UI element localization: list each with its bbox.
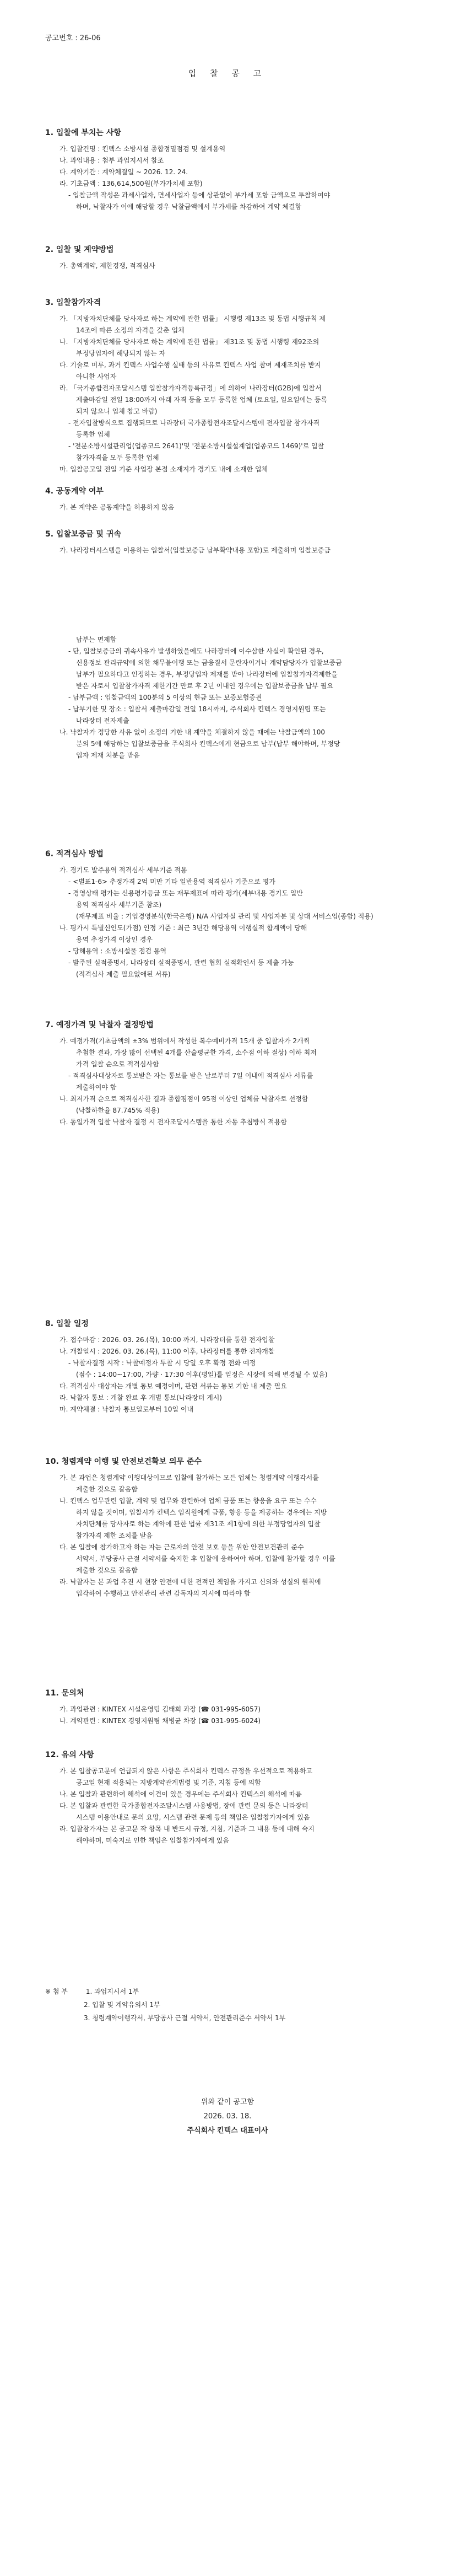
section-line: - <별표1-6> 추정가격 2억 미만 기타 일반용역 적격심사 기준으로 평가 <box>68 878 275 886</box>
section-line: 추첨한 결과, 가장 많이 선택된 4개를 산술평균한 가격, 소수점 이하 절상) 이하 최저 <box>76 1049 317 1056</box>
section-line: 나. 「지방자치단체를 당사자로 하는 계약에 관한 법률」 제31조 및 동법 시행령 제92조의 <box>59 338 319 346</box>
section-line: 서약서, 부당공사 근절 서약서를 숙지한 후 입찰에 응하여야 하며, 입찰에 참가할 경우 이를 <box>76 1555 335 1563</box>
section-line: - '전문소방시설관리업(업종코드 2641)'및 '전문소방시설설계업(업종코드 1469)'로 입찰 <box>68 442 324 450</box>
section-line: 업자 제재 처분을 받음 <box>76 752 140 759</box>
section-line: 나라장터 전자제출 <box>76 717 129 724</box>
document-title: 입 찰 공 고 <box>188 68 267 78</box>
section-heading: 12. 유의 사항 <box>45 1751 94 1759</box>
section-line: 가. 「지방자치단체를 당사자로 하는 계약에 관한 법률」 시행령 제13조 및 동법 시행규칙 제 <box>59 315 326 323</box>
section <box>45 1749 431 1847</box>
notice-number: 공고번호 : 26-06 <box>45 34 101 42</box>
section-line: 가격 입찰 순으로 적격심사함 <box>76 1060 159 1068</box>
section-heading: 1. 입찰에 부치는 사항 <box>45 128 121 137</box>
section-line: 나. 최저가격 순으로 적격심사한 결과 종합평점이 95점 이상인 업체를 낙찰자로 선정함 <box>59 1095 308 1103</box>
section <box>45 297 431 475</box>
section-line: 가. 본 입찰공고문에 언급되지 않은 사항은 주식회사 킨텍스 규정을 우선적으로 적용하고 <box>59 1767 313 1775</box>
section-line: 공고일 현재 적용되는 지방계약관계법령 및 기준, 지침 등에 의함 <box>76 1779 261 1786</box>
section <box>45 485 431 513</box>
section-line: (재무제표 비율 : 기업경영분석(한국은행) N/A 사업자실 관리 및 사업자분 및 상대 서비스업(종합) 적용) <box>76 913 373 920</box>
section-heading: 4. 공동계약 여부 <box>45 487 104 496</box>
section-line: (낙찰하한율 87.745% 적용) <box>76 1107 160 1114</box>
attachment-item: 2. 입찰 및 계약유의서 1부 <box>84 2001 160 2009</box>
section <box>45 127 431 213</box>
section-line: 아니한 사업자 <box>76 373 117 380</box>
section-line: 입각하여 수행하고 안전관리 관련 감독자의 지시에 따라야 함 <box>76 1590 251 1597</box>
section-line: - 전자입찰방식으로 집행되므로 나라장터 국가종합전자조달시스템에 전자입찰 참가자격 <box>68 419 320 427</box>
section-line: 나. 평가시 특별신인도(가점) 인정 기준 : 최근 3년간 해당용역 이행실적 합계액이 당해 <box>59 924 307 932</box>
section-line: 시스템 이용안내로 문의 요망, 시스템 관련 문제 등의 책임은 입찰참가자에게 있음 <box>76 1813 310 1821</box>
section-line: 하지 않을 것이며, 입찰시가 킨텍스 임직원에게 금품, 향응 등을 제공하는 경우에는 지방 <box>76 1509 327 1516</box>
section-line: 해야하며, 미숙지로 인한 책임은 입찰참가자에게 있음 <box>76 1837 229 1844</box>
section-line: 부정당업자에 해당되지 않는 자 <box>76 350 166 357</box>
section-heading: 8. 입찰 일정 <box>45 1319 89 1328</box>
section <box>45 634 431 761</box>
section-line: 납부가 필요하다고 인정하는 경우, 부정당업자 제재를 받아 나라장터에 입찰참가자격제한을 <box>76 670 338 678</box>
section-line: (점수 : 14:00~17:00, 가량 · 17:30 이후(평일)를 일정은 시장에 의해 변경될 수 있음) <box>76 1371 328 1378</box>
section-line: 라. 낙찰자 통보 : 개찰 완료 후 개별 통보(나라장터 게시) <box>59 1394 222 1402</box>
notice-date: 2026. 03. 18. <box>203 2112 252 2121</box>
issuer-name: 주식회사 킨텍스 대표이사 <box>187 2127 268 2135</box>
section-heading: 10. 청렴계약 이행 및 안전보건확보 의무 준수 <box>45 1457 202 1466</box>
attachment-item: 3. 청렴계약이행각서, 부당공사 근절 서약서, 안전관리준수 서약서 1부 <box>84 2014 286 2022</box>
section-line: 제출한 것으로 갈음함 <box>76 1566 138 1574</box>
section-line: 마. 계약체결 : 낙찰자 통보일로부터 10일 이내 <box>59 1405 194 1413</box>
section-line: - 납부기한 및 장소 : 입찰서 제출마감일 전일 18시까지, 주식회사 킨텍스 경영지원팀 또는 <box>68 705 326 713</box>
section-line: 제출마감일 전일 18:00까지 아래 자격 등을 모두 등록한 업체 (토요일, 일요일에는 등록 <box>76 396 327 404</box>
section-line: 나. 킨텍스 업무관련 입찰, 계약 및 업무와 관련하여 업체 금품 또는 향응을 요구 또는 수수 <box>59 1497 317 1505</box>
attachments-block <box>45 1985 285 2025</box>
section <box>45 1019 431 1128</box>
section-line: 되지 않으니 업체 참고 바람) <box>76 407 158 415</box>
section-heading: 7. 예정가격 및 낙찰자 결정방법 <box>45 1021 154 1029</box>
section-heading: 3. 입찰참가자격 <box>45 298 101 307</box>
section-line: 자치단체를 당사자로 하는 계약에 관한 법률 제31조 제1항에 의한 부정당업자의 입찰 <box>76 1520 321 1528</box>
section-heading: 2. 입찰 및 계약방법 <box>45 245 114 254</box>
attachment-item: 1. 과업지시서 1부 <box>85 1988 139 1995</box>
attachments-label: ※ 첨 부 <box>45 1988 68 1995</box>
section-line: 용역 추정가격 이상인 경우 <box>76 936 153 943</box>
section-line: 가. 나라장터시스템을 이용하는 입찰서(입찰보증금 납부확약내용 포함)로 제출하며 입찰보증금 <box>59 546 331 554</box>
section-line: 가. 예정가격(기초금액의 ±3% 범위에서 작성한 복수예비가격 15개 중 입찰자가 2개씩 <box>59 1037 310 1045</box>
section-line: 마. 입찰공고일 전일 기준 사업장 본점 소재지가 경기도 내에 소재한 업체 <box>59 465 268 473</box>
section <box>45 244 431 272</box>
section-line: - 경영상태 평가는 신용평가등급 또는 재무제표에 따라 평가(세부내용 경기도 일반 <box>68 889 303 897</box>
section-line: 나. 과업내용 : 첨부 과업지시서 참조 <box>59 157 164 164</box>
section-line: - 적격심사대상자로 통보받은 자는 통보를 받은 날로부터 7일 이내에 적격심사 서류를 <box>68 1072 313 1080</box>
section-line: 하며, 낙찰자가 이에 해당할 경우 낙찰금액에서 부가세를 차감하여 계약 체결함 <box>76 203 302 211</box>
section-line: - 발주된 실적증명서, 나라장터 실적증명서, 관련 협회 실적확인서 등 제출 가능 <box>68 959 294 967</box>
section-line: 나. 본 입찰과 관련하여 해석에 이견이 있을 경우에는 주식회사 킨텍스의 해석에 따름 <box>59 1790 302 1798</box>
section-line: 가. 경기도 발주용역 적격심사 세부기준 적용 <box>59 866 187 874</box>
section-line: 등록한 업체 <box>76 431 110 438</box>
section-line: 용역 적격심사 세부기준 참조) <box>76 901 162 909</box>
notice-statement: 위와 같이 공고함 <box>201 2098 254 2106</box>
section-line: 가. 본 과업은 청렴계약 이행대상이므로 입찰에 참가하는 모든 업체는 청렴계약 이행각서를 <box>59 1474 319 1482</box>
section-line: 14조에 따른 소정의 자격을 갖춘 업체 <box>76 326 185 334</box>
section-line: 납부는 면제함 <box>76 636 117 643</box>
section-line: 분의 5에 해당하는 입찰보증금을 주식회사 킨텍스에게 현금으로 납부(납부 해야하며, 부정당 <box>76 740 340 748</box>
section-line: 받은 자로서 입찰참가자격 제한기간 만료 후 2년 이내인 경우에는 입찰보증금을 납부 필요 <box>76 682 333 690</box>
section-heading: 5. 입찰보증금 및 귀속 <box>45 530 121 539</box>
section-line: 가. 과업관련 : KINTEX 시설운영팀 김태희 과장 (☎ 031-995-6057) <box>59 1705 261 1713</box>
section-line: 신용정보 관리규약에 의한 채무불이행 또는 금융질서 문란자이거나 계약담당자가 입찰보증금 <box>76 659 342 667</box>
section-line: 가. 본 계약은 공동계약을 허용하지 않음 <box>59 503 175 511</box>
section-line: 가. 접수마감 : 2026. 03. 26.(목), 10:00 까지, 나라장터를 통한 전자입찰 <box>59 1336 275 1344</box>
section-line: 제출하여야 함 <box>76 1083 117 1091</box>
section-line: 가. 입찰건명 : 킨텍스 소방시설 종합정밀점검 및 설계용역 <box>59 145 226 153</box>
issuer-block <box>0 2095 455 2138</box>
section-line: (적격심사 제출 필요없애된 서류) <box>76 970 171 978</box>
section-line: 다. 적격심사 대상자는 개별 통보 예정이며, 관련 서류는 통보 기한 내 제출 필요 <box>59 1382 287 1390</box>
section-line: 다. 동일가격 입찰 낙찰자 결정 시 전자조달시스템을 통한 자동 추첨방식 적용함 <box>59 1118 287 1126</box>
section <box>45 528 431 556</box>
section-line: 나. 계약관련 : KINTEX 경영지원팀 채병균 차장 (☎ 031-995-6024) <box>59 1717 261 1725</box>
section <box>45 1456 431 1600</box>
section-line: 라. 낙찰자는 본 과업 추진 시 현장 안전에 대한 전적인 책임을 가지고 신의와 성실의 원칙에 <box>59 1578 321 1586</box>
section-line: - 납부금액 : 입찰금액의 100분의 5 이상의 현금 또는 보증보험증권 <box>68 694 262 701</box>
section <box>45 848 431 980</box>
section-line: 다. 본 입찰과 관련한 국가종합전자조달시스템 사용방법, 장애 관련 문의 등은 나라장터 <box>59 1802 308 1810</box>
section-line: 라. 「국가종합전자조달시스템 입찰참가자격등록규정」에 의하여 나라장터(G2B)에 입찰서 <box>59 384 322 392</box>
section-line: 나. 개찰일시 : 2026. 03. 26.(목), 11:00 이후, 나라장터를 통한 전자개찰 <box>59 1348 275 1355</box>
section-line: 라. 입찰참가자는 본 공고문 작 항목 내 반드시 규정, 지침, 기준과 그 내용 등에 대해 숙지 <box>59 1825 315 1833</box>
section-heading: 11. 문의처 <box>45 1689 84 1698</box>
section <box>45 1318 431 1415</box>
section-line: 라. 기초금액 : 136,614,500원(부가가치세 포함) <box>59 180 203 187</box>
section-line: 다. 계약기간 : 계약체결일 ~ 2026. 12. 24. <box>59 168 188 176</box>
section-line: 참가자격 제한 조치를 받음 <box>76 1532 153 1539</box>
section-line: - 낙찰자결정 시작 : 낙찰예정자 투찰 시 당일 오후 확정 전화 예정 <box>68 1359 256 1367</box>
section-line: - 당해용역 : 소방시설물 점검 용역 <box>68 947 167 955</box>
section-line: 나. 낙찰자가 정당한 사유 없이 소정의 기한 내 계약을 체결하지 않을 때에는 낙찰금액의 100 <box>59 728 326 736</box>
section-line: - 입찰금액 작성은 과세사업자, 면세사업자 등에 상관없이 부가세 포함 금액으로 투찰하여야 <box>68 191 331 199</box>
section-line: 참가자격을 모두 등록한 업체 <box>76 454 159 461</box>
section <box>45 1687 431 1727</box>
section-heading: 6. 적격심사 방법 <box>45 850 104 858</box>
section-line: - 단, 입찰보증금의 귀속사유가 발생하였을에도 나라장터에 이수삼한 사실이 확인된 경우, <box>68 647 324 655</box>
section-line: 제출한 것으로 갈음함 <box>76 1485 138 1493</box>
section-line: 가. 총액계약, 제한경쟁, 적격심사 <box>59 262 155 270</box>
section-line: 다. 본 입찰에 참가하고자 하는 자는 근로자의 안전 보호 등을 위한 안전보건관리 준수 <box>59 1543 304 1551</box>
section-line: 다. 기술로 미루, 과거 킨텍스 사업수행 실태 등의 사유로 킨텍스 사업 참여 제재조치를 받지 <box>59 361 321 369</box>
